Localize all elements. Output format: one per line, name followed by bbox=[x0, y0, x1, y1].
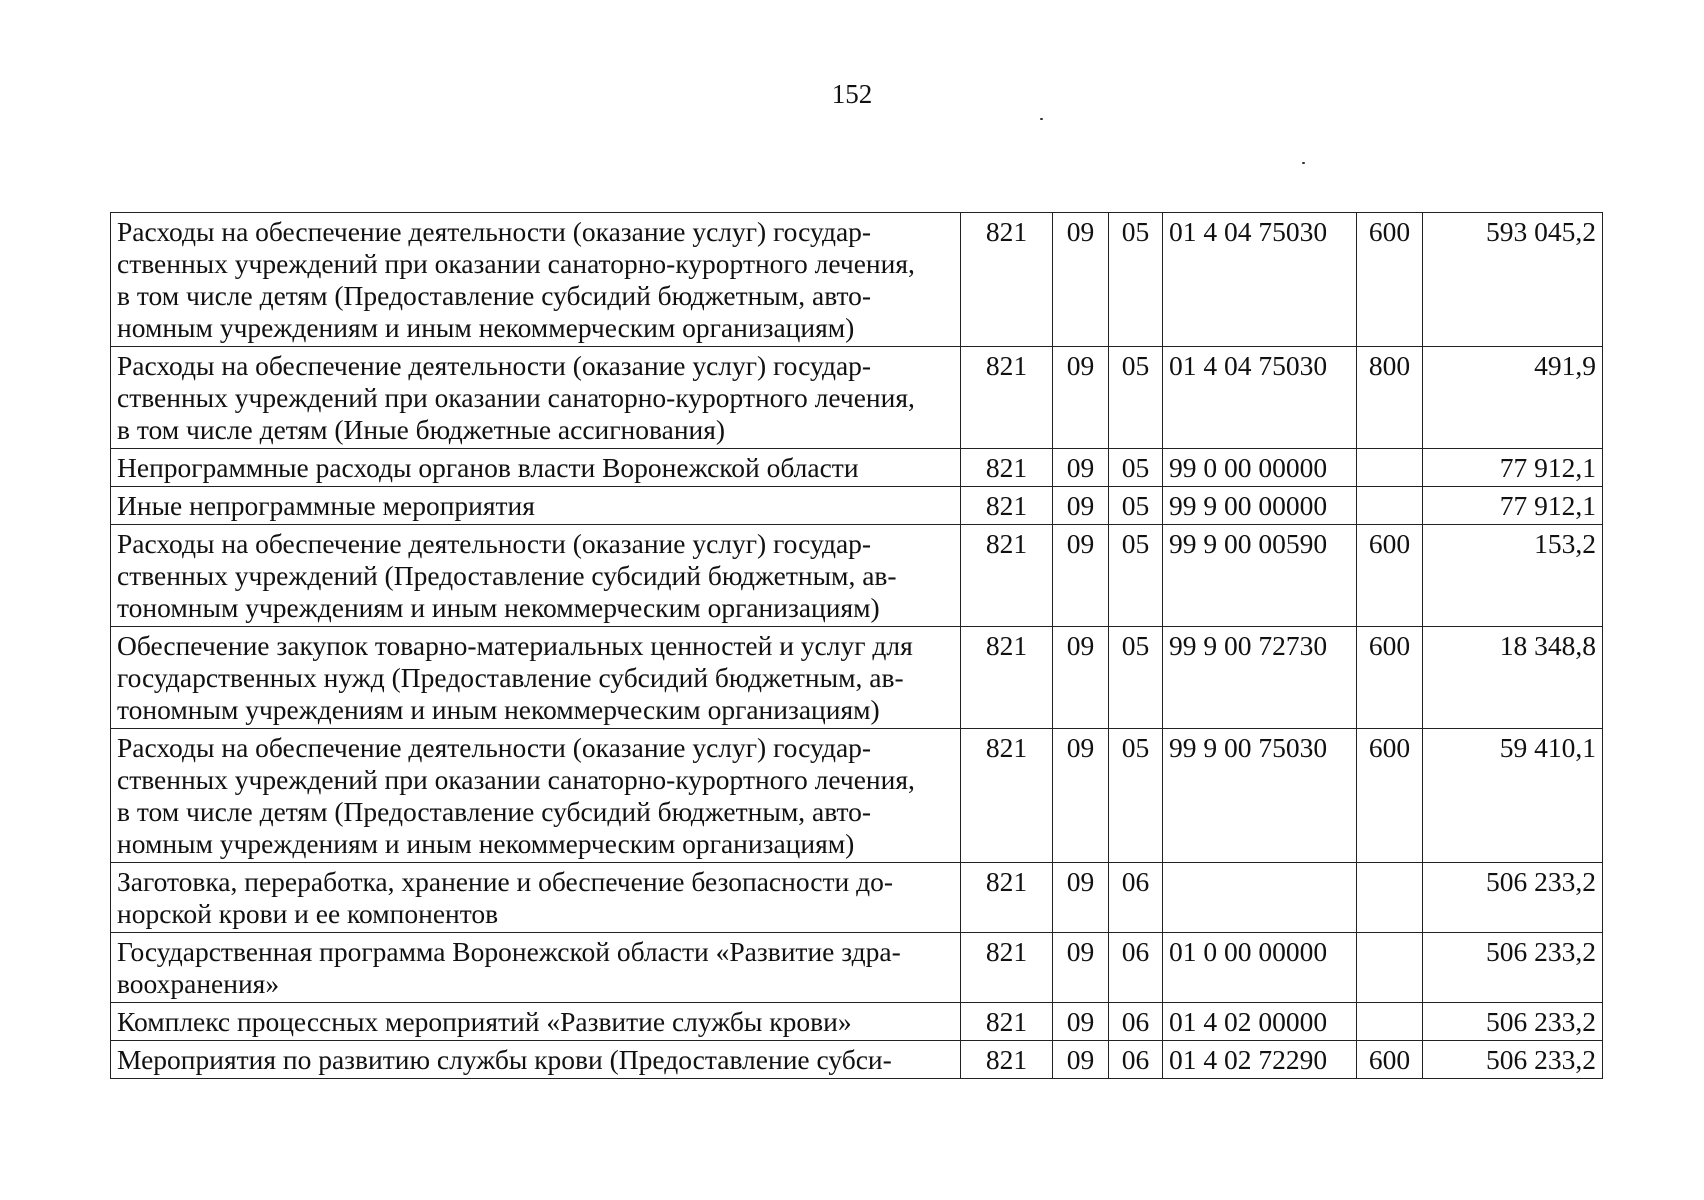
subsection-code-cell: 05 bbox=[1109, 213, 1163, 347]
expense-type-cell: 800 bbox=[1357, 347, 1423, 449]
budget-table bbox=[110, 212, 1603, 1079]
amount-cell: 593 045,2 bbox=[1423, 213, 1603, 347]
expense-name-line: воохранения» bbox=[117, 968, 280, 999]
expense-type-cell: 600 bbox=[1357, 213, 1423, 347]
subsection-code-cell: 05 bbox=[1109, 729, 1163, 863]
expense-name-line: в том числе детям (Иные бюджетные ассигнования) bbox=[117, 414, 726, 445]
expense-name-line: тономным учреждениям и иным некоммерческим организациям) bbox=[117, 592, 880, 623]
section-code-cell: 09 bbox=[1053, 487, 1109, 525]
expense-name-line: ственных учреждений при оказании санаторно-курортного лечения, bbox=[117, 248, 915, 279]
expense-name-line: Государственная программа Воронежской области «Развитие здра- bbox=[117, 936, 901, 967]
table-row bbox=[111, 449, 1603, 487]
target-article-cell: 01 0 00 00000 bbox=[1163, 933, 1357, 1003]
subsection-code-cell: 06 bbox=[1109, 1041, 1163, 1079]
ministry-code-cell: 821 bbox=[961, 1041, 1053, 1079]
ministry-code-cell: 821 bbox=[961, 1003, 1053, 1041]
expense-name-line: номным учреждениям и иным некоммерческим организациям) bbox=[117, 312, 855, 343]
section-code-cell: 09 bbox=[1053, 213, 1109, 347]
table-row bbox=[111, 347, 1603, 449]
budget-table-body bbox=[111, 213, 1603, 1079]
section-code-cell: 09 bbox=[1053, 729, 1109, 863]
section-code-cell: 09 bbox=[1053, 449, 1109, 487]
expense-type-cell: 600 bbox=[1357, 1041, 1423, 1079]
expense-type-cell: 600 bbox=[1357, 525, 1423, 627]
section-code-cell: 09 bbox=[1053, 1003, 1109, 1041]
ministry-code-cell: 821 bbox=[961, 863, 1053, 933]
ministry-code-cell: 821 bbox=[961, 933, 1053, 1003]
expense-name-cell bbox=[111, 449, 961, 487]
subsection-code-cell: 05 bbox=[1109, 487, 1163, 525]
subsection-code-cell: 05 bbox=[1109, 525, 1163, 627]
section-code-cell: 09 bbox=[1053, 863, 1109, 933]
target-article-cell: 01 4 04 75030 bbox=[1163, 347, 1357, 449]
amount-cell: 506 233,2 bbox=[1423, 1041, 1603, 1079]
expense-name-line: Комплекс процессных мероприятий «Развитие службы крови» bbox=[117, 1006, 852, 1037]
section-code-cell: 09 bbox=[1053, 933, 1109, 1003]
table-row bbox=[111, 213, 1603, 347]
target-article-cell: 99 9 00 72730 bbox=[1163, 627, 1357, 729]
expense-name-cell bbox=[111, 487, 961, 525]
ministry-code-cell: 821 bbox=[961, 487, 1053, 525]
expense-name-line: Заготовка, переработка, хранение и обеспечение безопасности до- bbox=[117, 866, 894, 897]
subsection-code-cell: 05 bbox=[1109, 627, 1163, 729]
expense-name-line: ственных учреждений при оказании санаторно-курортного лечения, bbox=[117, 764, 915, 795]
expense-name-line: в том числе детям (Предоставление субсидий бюджетным, авто- bbox=[117, 796, 872, 827]
expense-name-line: Расходы на обеспечение деятельности (оказание услуг) государ- bbox=[117, 528, 872, 559]
ministry-code-cell: 821 bbox=[961, 347, 1053, 449]
expense-name-line: тономным учреждениям и иным некоммерческим организациям) bbox=[117, 694, 880, 725]
scan-speck bbox=[1040, 118, 1043, 120]
table-row bbox=[111, 487, 1603, 525]
expense-name-line: номным учреждениям и иным некоммерческим организациям) bbox=[117, 828, 855, 859]
expense-name-line: Расходы на обеспечение деятельности (оказание услуг) государ- bbox=[117, 732, 872, 763]
table-row bbox=[111, 1041, 1603, 1079]
amount-cell: 59 410,1 bbox=[1423, 729, 1603, 863]
subsection-code-cell: 06 bbox=[1109, 863, 1163, 933]
expense-name-line: Обеспечение закупок товарно-материальных ценностей и услуг для bbox=[117, 630, 913, 661]
table-row bbox=[111, 933, 1603, 1003]
table-row bbox=[111, 863, 1603, 933]
expense-name-line: ственных учреждений при оказании санаторно-курортного лечения, bbox=[117, 382, 915, 413]
ministry-code-cell: 821 bbox=[961, 627, 1053, 729]
expense-type-cell bbox=[1357, 1003, 1423, 1041]
ministry-code-cell: 821 bbox=[961, 449, 1053, 487]
amount-cell: 506 233,2 bbox=[1423, 1003, 1603, 1041]
expense-name-line: в том числе детям (Предоставление субсидий бюджетным, авто- bbox=[117, 280, 872, 311]
expense-name-cell bbox=[111, 1041, 961, 1079]
expense-name-line: норской крови и ее компонентов bbox=[117, 898, 499, 929]
expense-name-cell bbox=[111, 627, 961, 729]
amount-cell: 18 348,8 bbox=[1423, 627, 1603, 729]
amount-cell: 153,2 bbox=[1423, 525, 1603, 627]
amount-cell: 491,9 bbox=[1423, 347, 1603, 449]
table-row bbox=[111, 525, 1603, 627]
target-article-cell: 01 4 04 75030 bbox=[1163, 213, 1357, 347]
table-row bbox=[111, 627, 1603, 729]
target-article-cell: 99 9 00 75030 bbox=[1163, 729, 1357, 863]
section-code-cell: 09 bbox=[1053, 525, 1109, 627]
expense-name-line: ственных учреждений (Предоставление субсидий бюджетным, ав- bbox=[117, 560, 897, 591]
target-article-cell: 99 9 00 00000 bbox=[1163, 487, 1357, 525]
target-article-cell bbox=[1163, 863, 1357, 933]
expense-name-cell bbox=[111, 347, 961, 449]
target-article-cell: 99 0 00 00000 bbox=[1163, 449, 1357, 487]
expense-name-cell bbox=[111, 729, 961, 863]
amount-cell: 77 912,1 bbox=[1423, 449, 1603, 487]
page-number: 152 bbox=[831, 79, 873, 109]
subsection-code-cell: 06 bbox=[1109, 933, 1163, 1003]
amount-cell: 77 912,1 bbox=[1423, 487, 1603, 525]
subsection-code-cell: 06 bbox=[1109, 1003, 1163, 1041]
expense-name-line: Иные непрограммные мероприятия bbox=[117, 490, 535, 521]
section-code-cell: 09 bbox=[1053, 1041, 1109, 1079]
ministry-code-cell: 821 bbox=[961, 213, 1053, 347]
expense-type-cell bbox=[1357, 487, 1423, 525]
target-article-cell: 01 4 02 72290 bbox=[1163, 1041, 1357, 1079]
subsection-code-cell: 05 bbox=[1109, 449, 1163, 487]
scan-speck bbox=[1302, 162, 1305, 164]
table-row bbox=[111, 1003, 1603, 1041]
expense-name-cell bbox=[111, 1003, 961, 1041]
expense-name-line: Мероприятия по развитию службы крови (Предоставление субси- bbox=[117, 1044, 892, 1075]
target-article-cell: 99 9 00 00590 bbox=[1163, 525, 1357, 627]
expense-name-cell bbox=[111, 933, 961, 1003]
section-code-cell: 09 bbox=[1053, 347, 1109, 449]
expense-name-line: Непрограммные расходы органов власти Воронежской области bbox=[117, 452, 859, 483]
expense-type-cell bbox=[1357, 863, 1423, 933]
section-code-cell: 09 bbox=[1053, 627, 1109, 729]
ministry-code-cell: 821 bbox=[961, 525, 1053, 627]
expense-name-line: Расходы на обеспечение деятельности (оказание услуг) государ- bbox=[117, 216, 872, 247]
expense-name-line: государственных нужд (Предоставление субсидий бюджетным, ав- bbox=[117, 662, 904, 693]
expense-type-cell: 600 bbox=[1357, 729, 1423, 863]
expense-name-line: Расходы на обеспечение деятельности (оказание услуг) государ- bbox=[117, 350, 872, 381]
ministry-code-cell: 821 bbox=[961, 729, 1053, 863]
subsection-code-cell: 05 bbox=[1109, 347, 1163, 449]
amount-cell: 506 233,2 bbox=[1423, 863, 1603, 933]
amount-cell: 506 233,2 bbox=[1423, 933, 1603, 1003]
table-row bbox=[111, 729, 1603, 863]
expense-type-cell: 600 bbox=[1357, 627, 1423, 729]
expense-type-cell bbox=[1357, 449, 1423, 487]
expense-type-cell bbox=[1357, 933, 1423, 1003]
expense-name-cell bbox=[111, 525, 961, 627]
expense-name-cell bbox=[111, 863, 961, 933]
target-article-cell: 01 4 02 00000 bbox=[1163, 1003, 1357, 1041]
expense-name-cell bbox=[111, 213, 961, 347]
